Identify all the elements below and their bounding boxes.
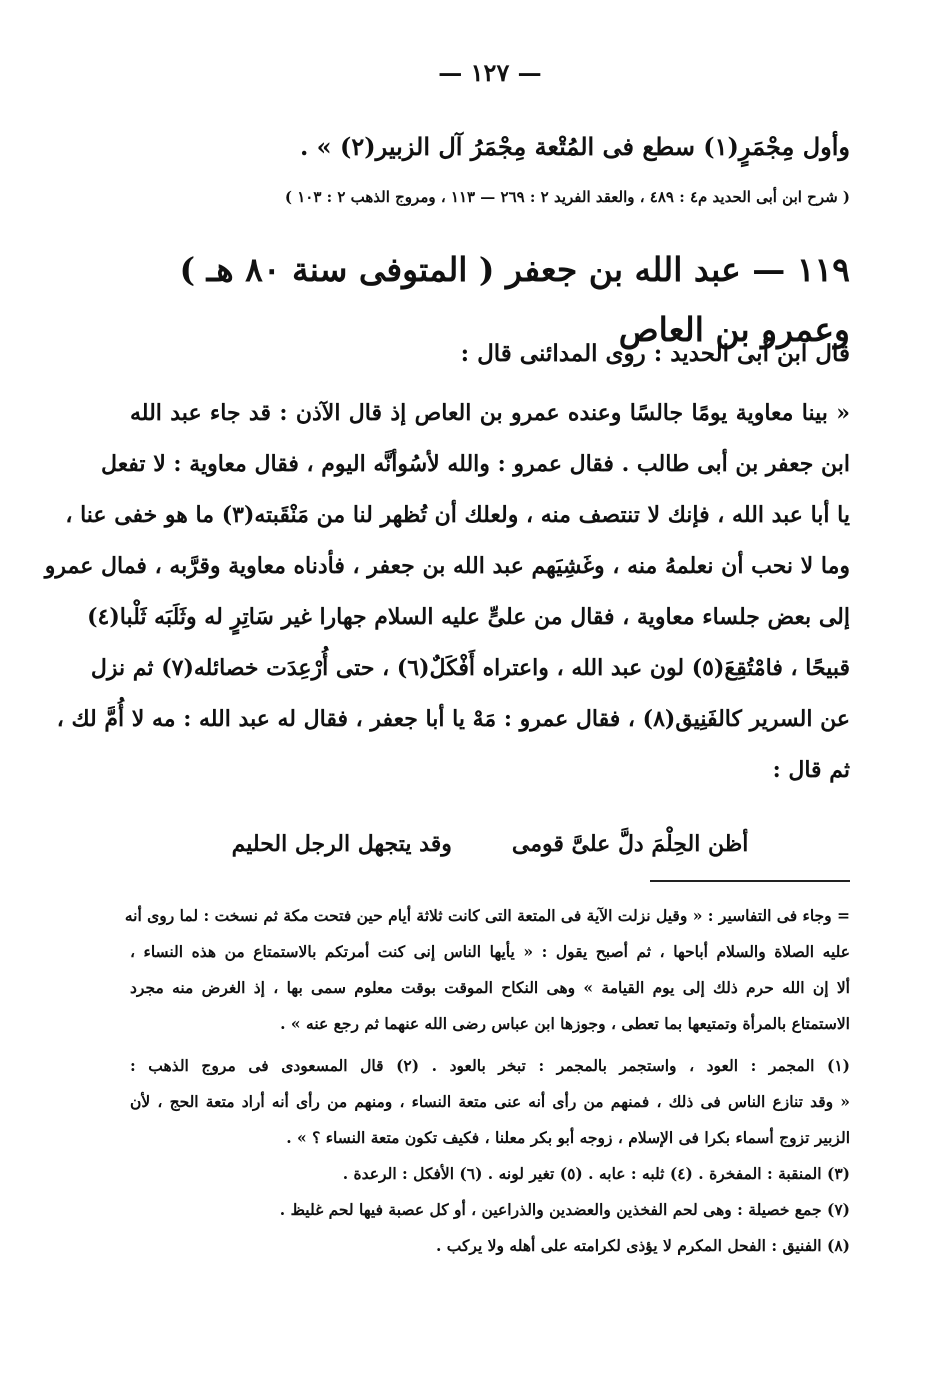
poem-first-hemistich: أظن الحِلْمَ دلَّ علىَّ قومى bbox=[511, 831, 749, 857]
footnote-line: « وقد تنازع الناس فى ذلك ، فمنهم من رأى أنه عنى متعة النساء ، ومنهم من رأى أنه أراد متعة الحج ، لأن bbox=[130, 1092, 850, 1111]
footnote-continuation-line: ألا إن الله حرم ذلك إلى يوم القيامة » وهى النكاح الموقت بوقت معلوم سمى بها ، إذ الغرض منه مجرد bbox=[130, 978, 850, 997]
footnote-line: الزبير تزوج أسماء بكرا فى الإسلام ، زوجه أبو بكر معلنا ، فكيف تكون متعة النساء ؟ » . bbox=[286, 1128, 850, 1147]
narrative-line: يا أبا عبد الله ، فإنك لا تنتصف منه ، ولعلك أن تُظهر لنا من مَنْقَبته(٣) ما هو خفى عنا ، bbox=[65, 502, 850, 528]
narrative-text bbox=[44, 388, 850, 796]
footnote-continuation-line: عليه الصلاة والسلام أباحها ، ثم أصبح يقول : « يأيها الناس إنى كنت أمرتكم بالاستمتاع من هذه النساء ، bbox=[130, 942, 850, 961]
footnote-line: (٣) المنقبة : المفخرة . (٤) ثلبه : عابه . (٥) تغير لونه . (٦) الأفكل : الرعدة . bbox=[342, 1164, 850, 1183]
narrative-line: ثم قال : bbox=[772, 757, 850, 783]
poem-verse bbox=[130, 822, 850, 866]
intro-line: قال ابن أبى الحديد : روى المدائنى قال : bbox=[460, 340, 850, 367]
narrative-line: وما لا نحب أن نعلمهُ منه ، وغَشِيَهم عبد الله بن جعفر ، فأدناه معاوية وقرَّبه ، فمال عمرو bbox=[44, 553, 850, 579]
section-heading: ١١٩ — عبد الله بن جعفر ( المتوفى سنة ٨٠ هـ ) وعمرو بن العاص bbox=[179, 250, 850, 349]
source-citation: ( شرح ابن أبى الحديد م٤ : ٤٨٩ ، والعقد الفريد ٢ : ٢٦٩ — ١١٣ ، ومروج الذهب ٢ : ١٠٣ ) bbox=[284, 188, 850, 206]
footnote-continuation-line: = وجاء فى التفاسير : « وقيل نزلت الآية فى المتعة التى كانت ثلاثة أيام حين فتحت مكة ثم نسخت : لما روى أنه bbox=[124, 906, 850, 925]
verse-closing-line: وأول مِجْمَرٍ(١) سطع فى المُتْعة مِجْمَرُ آل الزبير(٢) » . bbox=[299, 132, 850, 161]
narrative-line: ابن جعفر بن أبى طالب . فقال عمرو : والله لأسُوأنَّه اليوم ، فقال معاوية : لا تفعل bbox=[101, 451, 850, 477]
footnote-line: (١) المجمر : العود ، واستجمر بالمجمر : تبخر بالعود . (٢) قال المسعودى فى مروج الذهب : bbox=[130, 1056, 850, 1075]
poem-second-hemistich: وقد يتجهل الرجل الحليم bbox=[231, 831, 452, 857]
footnote-line: (٨) الفنيق : الفحل المكرم لا يؤذى لكرامته على أهله ولا يركب . bbox=[436, 1236, 850, 1255]
footnote-divider bbox=[650, 880, 850, 882]
footnote-continuation-line: الاستمتاع بالمرأة وتمتيعها بما تعطى ، وجوزها ابن عباس رضى الله عنهما ثم رجع عنه » . bbox=[280, 1014, 850, 1033]
footnote-line: (٧) جمع خصيلة : وهى لحم الفخذين والعضدين والذراعين ، أو كل عصبة فيها لحم غليظ . bbox=[279, 1200, 850, 1219]
page-number: — ١٢٧ — bbox=[438, 58, 542, 87]
footnotes bbox=[124, 898, 850, 1264]
narrative-line: عن السرير كالفَنِيق(٨) ، فقال عمرو : مَهْ يا أبا جعفر ، فقال له عبد الله : مه لا أُمَّ لك ، bbox=[56, 706, 850, 732]
narrative-line: قبيحًا ، فامْتُقِعَ(٥) لون عبد الله ، واعتراه أَفْكَلٌ(٦) ، حتى أُرْعِدَت خصائله(٧) ثم نزل bbox=[90, 655, 850, 681]
narrative-line: « بينا معاوية يومًا جالسًا وعنده عمرو بن العاص إذ قال الآذن : قد جاء عبد الله bbox=[130, 400, 850, 426]
narrative-line: إلى بعض جلساء معاوية ، فقال من علىٍّ عليه السلام جهارا غير سَاتِرٍ له وثَلَبَه ثَلْبا(٤) bbox=[87, 604, 850, 630]
book-page bbox=[44, 0, 850, 1375]
